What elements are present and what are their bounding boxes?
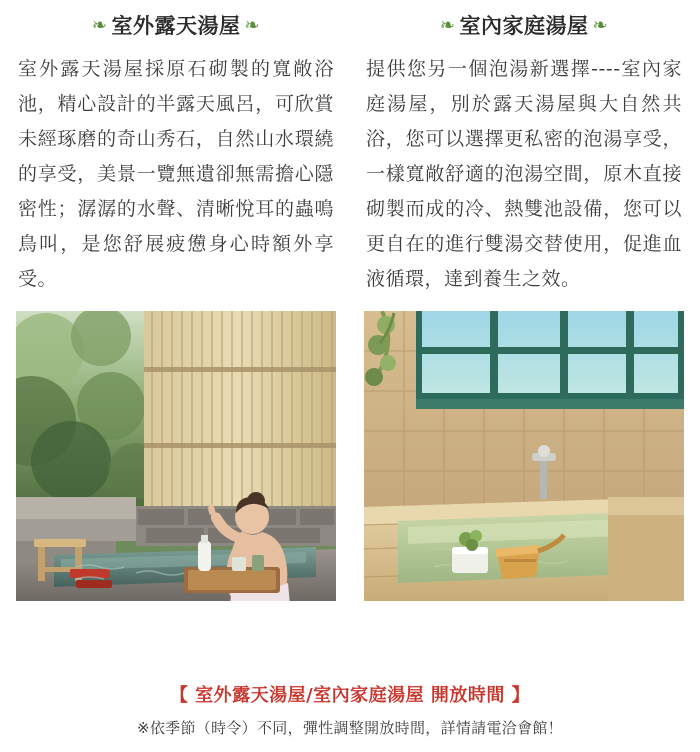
flourish-left-icon: ❧ xyxy=(439,15,456,36)
opening-hours-footer xyxy=(0,681,700,738)
outdoor-open-air-bath-photo xyxy=(16,311,336,601)
flourish-right-icon: ❧ xyxy=(244,15,261,36)
section-indoor-bath xyxy=(364,0,684,601)
opening-hours-note: ※依季節（時令）不同，彈性調整開放時間，詳情請電洽會館！ xyxy=(137,719,563,737)
section-heading-indoor xyxy=(364,0,684,52)
section-heading-outdoor-label: 室外露天湯屋 xyxy=(111,14,241,38)
section-heading-outdoor xyxy=(16,0,336,52)
flourish-right-icon: ❧ xyxy=(592,15,609,36)
section-body-outdoor: 室外露天湯屋採原石砌製的寬敞浴池，精心設計的半露天風呂，可欣賞未經琢磨的奇山秀石，自然山水環繞的享受，美景一覽無遺卻無需擔心隱密性；潺潺的水聲、清晰悅耳的蟲鳴鳥叫，是您舒展疲憊身心時額外享受。 xyxy=(18,58,334,290)
section-outdoor-bath xyxy=(16,0,336,601)
opening-hours-title: 【 室外露天湯屋/室內家庭湯屋 開放時間 】 xyxy=(169,685,531,706)
flourish-left-icon: ❧ xyxy=(91,15,108,36)
section-heading-indoor-label: 室內家庭湯屋 xyxy=(459,14,589,38)
section-body-indoor: 提供您另一個泡湯新選擇----室內家庭湯屋，別於露天湯屋與大自然共浴，您可以選擇更私密的泡湯享受，一樣寬敞舒適的泡湯空間，原木直接砌製而成的冷、熱雙池設備，您可以更自在的進行雙湯交替使用，促進血液循環，達到養生之效。 xyxy=(366,58,682,290)
indoor-family-bath-photo xyxy=(364,311,684,601)
